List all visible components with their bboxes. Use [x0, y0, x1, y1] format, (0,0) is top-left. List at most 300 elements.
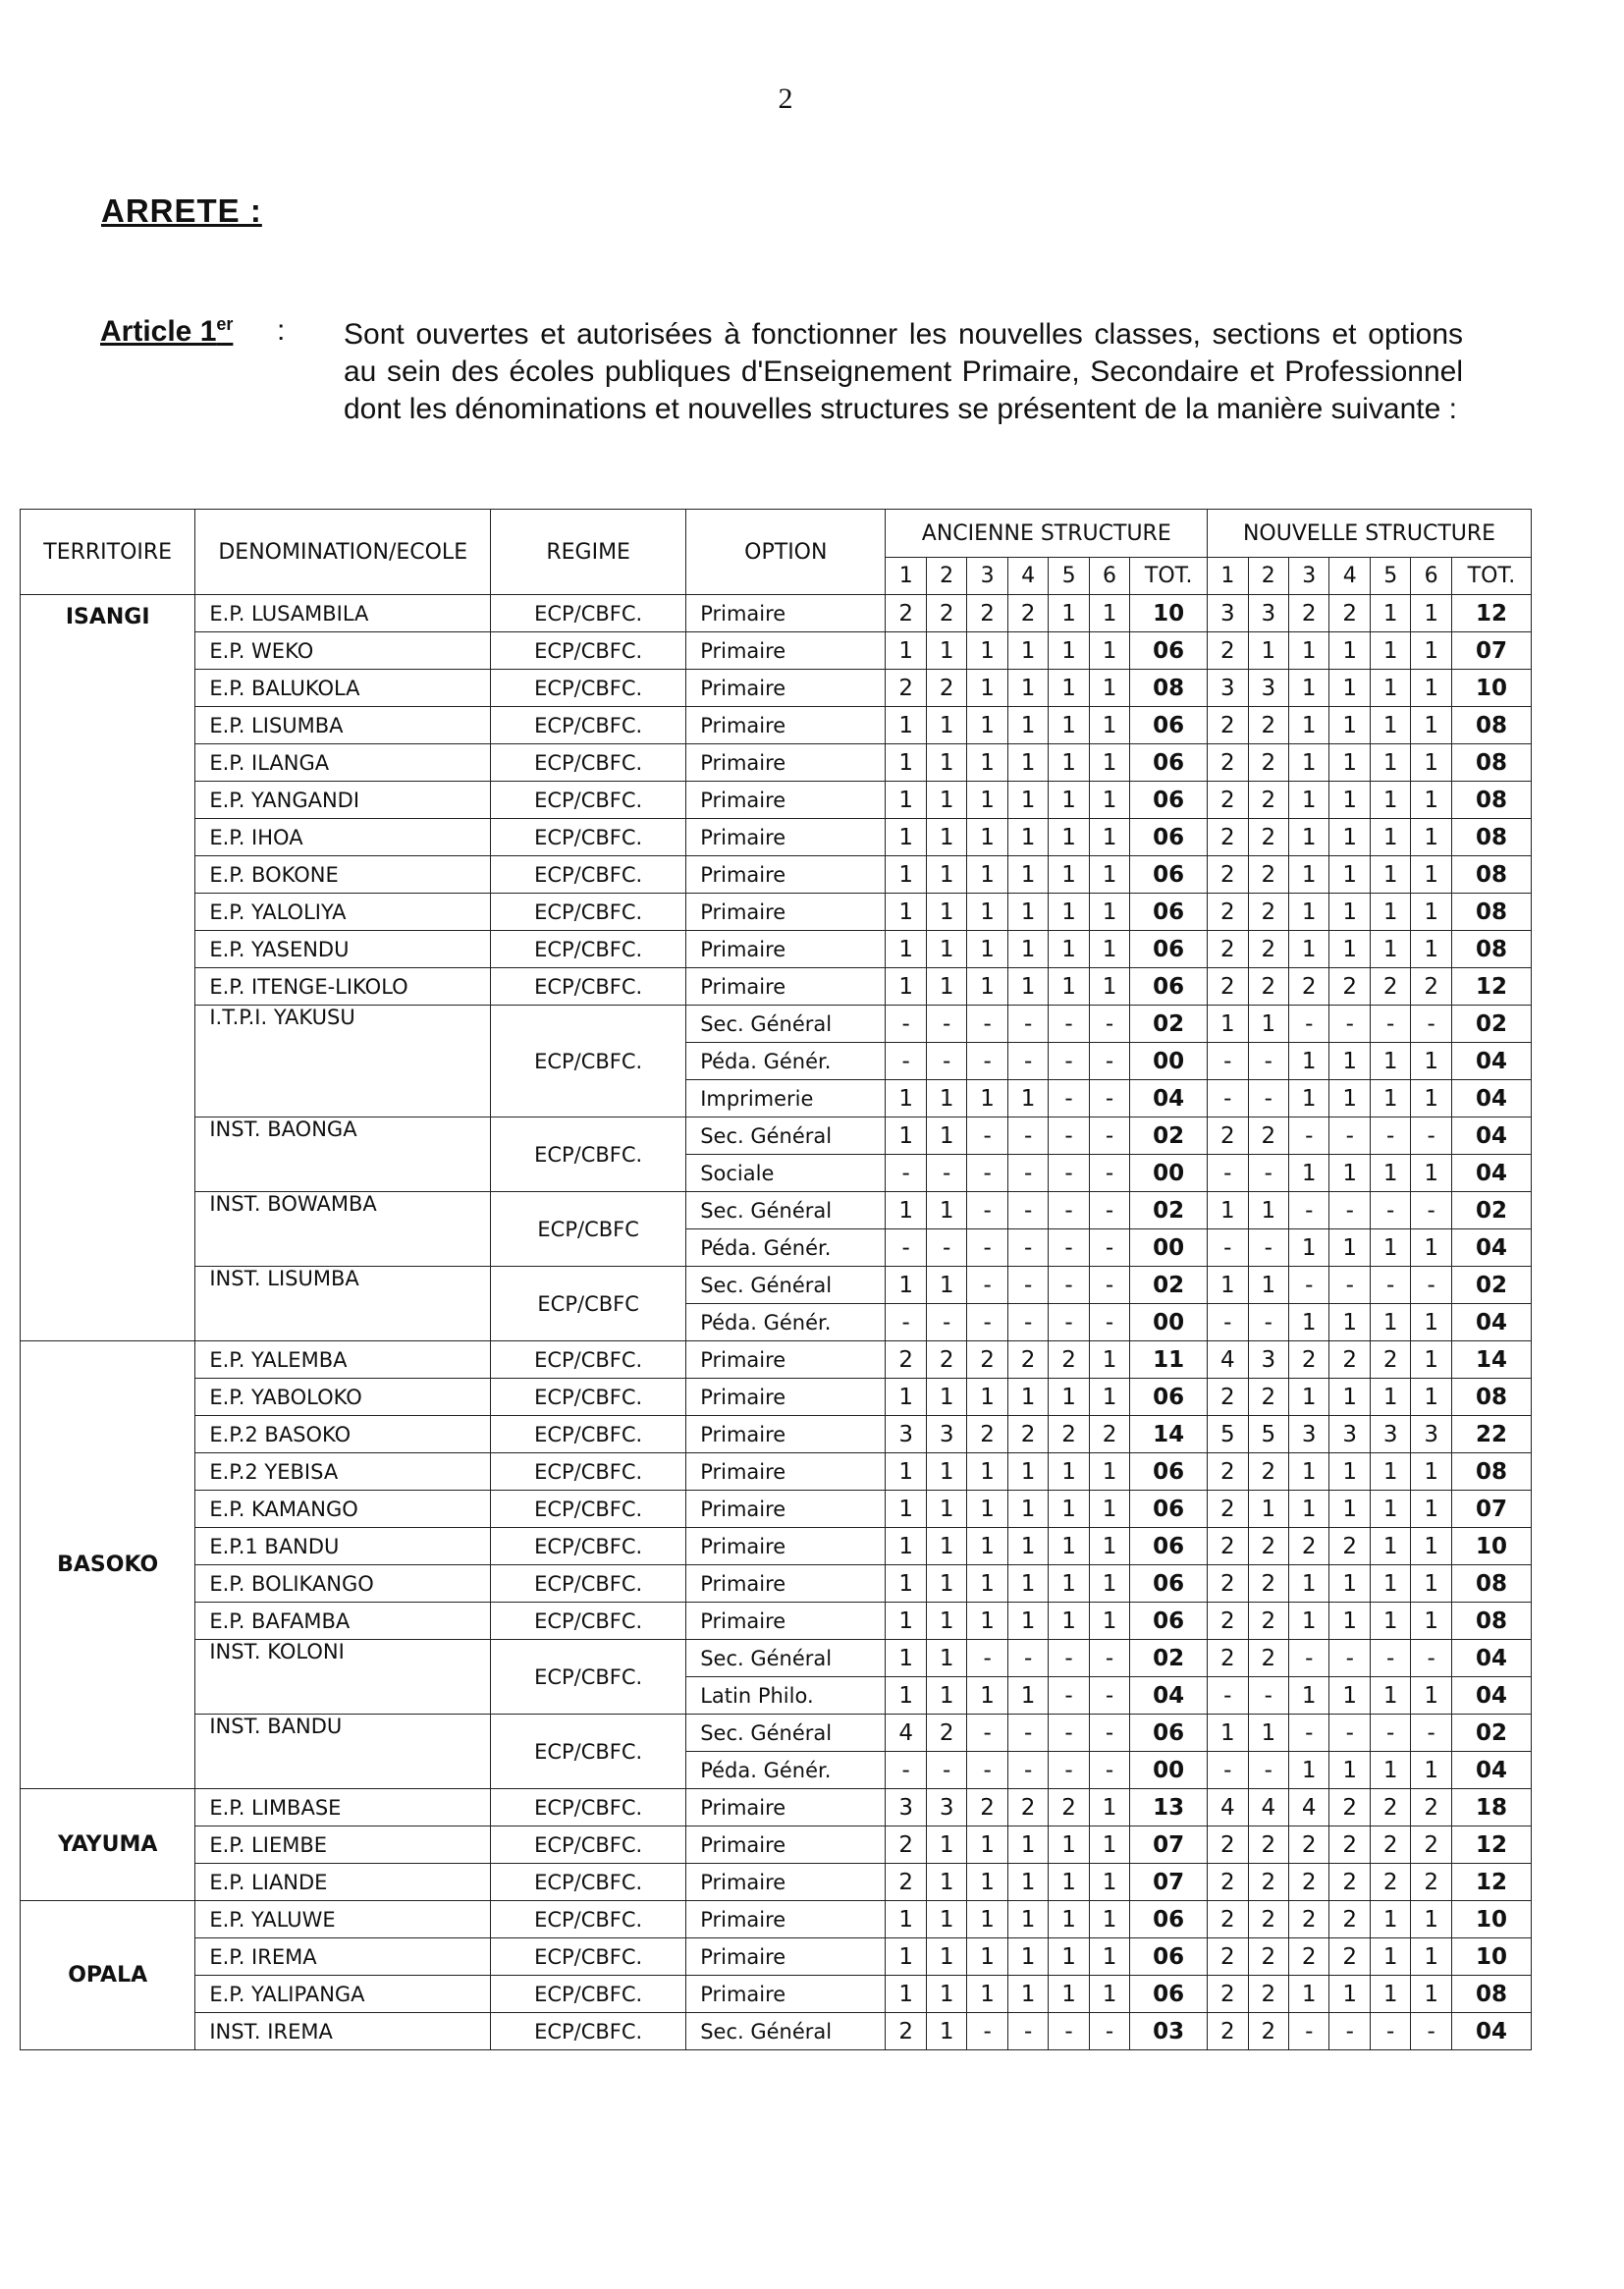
- nouvelle-class-cell: 1: [1370, 1491, 1410, 1528]
- ancienne-class-cell: -: [1007, 1752, 1048, 1789]
- ancienne-class-cell: 1: [1089, 1938, 1129, 1976]
- nouvelle-class-cell: 2: [1248, 1864, 1288, 1901]
- nouvelle-class-cell: 2: [1208, 1864, 1248, 1901]
- ancienne-class-cell: 1: [967, 819, 1007, 856]
- nouvelle-class-cell: -: [1370, 1640, 1410, 1677]
- nouvelle-class-cell: 1: [1370, 1938, 1410, 1976]
- structure-table-wrapper: [20, 509, 1532, 2050]
- nouvelle-class-cell: 1: [1370, 595, 1410, 632]
- nouvelle-class-cell: -: [1208, 1080, 1248, 1117]
- nouvelle-class-cell: 2: [1329, 1528, 1370, 1565]
- nouvelle-class-cell: 2: [1208, 1938, 1248, 1976]
- nouvelle-class-cell: 1: [1329, 1155, 1370, 1192]
- ancienne-class-cell: 1: [1089, 1789, 1129, 1826]
- ancienne-class-cell: 1: [886, 1453, 926, 1491]
- nouvelle-class-cell: 1: [1411, 1341, 1451, 1379]
- nouvelle-class-cell: -: [1248, 1043, 1288, 1080]
- nouvelle-class-cell: 2: [1411, 1789, 1451, 1826]
- table-row: [21, 819, 1532, 856]
- ancienne-class-cell: 1: [967, 1565, 1007, 1603]
- nouvelle-class-cell: 2: [1208, 744, 1248, 782]
- ancienne-class-cell: -: [967, 1640, 1007, 1677]
- nouvelle-class-cell: 2: [1289, 1938, 1329, 1976]
- nouvelle-class-cell: 2: [1248, 968, 1288, 1006]
- nouvelle-class-cell: 1: [1329, 1080, 1370, 1117]
- nouvelle-class-cell: 2: [1248, 1976, 1288, 2013]
- ancienne-class-cell: 1: [967, 856, 1007, 894]
- ancienne-class-cell: 1: [926, 1117, 966, 1155]
- nouvelle-total-cell: 04: [1451, 1677, 1531, 1715]
- ancienne-class-cell: 1: [926, 1528, 966, 1565]
- ancienne-class-cell: 1: [967, 744, 1007, 782]
- nouvelle-class-cell: 2: [1289, 968, 1329, 1006]
- school-name-cell: E.P.2 BASOKO: [195, 1416, 491, 1453]
- school-name-cell: I.T.P.I. YAKUSU: [195, 1006, 491, 1117]
- ancienne-total-cell: 06: [1130, 632, 1208, 670]
- nouvelle-class-cell: 1: [1289, 1976, 1329, 2013]
- regime-cell: ECP/CBFC.: [491, 2013, 686, 2050]
- ancienne-class-cell: 1: [926, 2013, 966, 2050]
- article-label-sup: er: [216, 314, 234, 334]
- header-denomination: DENOMINATION/ECOLE: [195, 510, 491, 595]
- nouvelle-class-cell: 1: [1289, 1229, 1329, 1267]
- nouvelle-class-cell: 1: [1411, 1229, 1451, 1267]
- ancienne-class-cell: -: [1089, 1677, 1129, 1715]
- ancienne-class-cell: 1: [1089, 1528, 1129, 1565]
- ancienne-total-cell: 06: [1130, 894, 1208, 931]
- ancienne-class-cell: 2: [926, 1341, 966, 1379]
- ancienne-class-cell: -: [967, 1192, 1007, 1229]
- ancienne-class-cell: 1: [926, 1864, 966, 1901]
- nouvelle-total-cell: 08: [1451, 856, 1531, 894]
- ancienne-class-cell: 1: [1007, 1491, 1048, 1528]
- ancienne-class-cell: 1: [967, 894, 1007, 931]
- nouvelle-class-cell: 2: [1248, 2013, 1288, 2050]
- ancienne-total-cell: 04: [1130, 1080, 1208, 1117]
- regime-cell: ECP/CBFC.: [491, 1379, 686, 1416]
- nouvelle-class-cell: 1: [1370, 1677, 1410, 1715]
- ancienne-class-cell: 1: [886, 1677, 926, 1715]
- regime-cell: ECP/CBFC.: [491, 931, 686, 968]
- ancienne-class-cell: 1: [1007, 744, 1048, 782]
- ancienne-total-cell: 06: [1130, 1379, 1208, 1416]
- ancienne-class-cell: 1: [1089, 1491, 1129, 1528]
- nouvelle-total-cell: 14: [1451, 1341, 1531, 1379]
- nouvelle-class-cell: -: [1248, 1677, 1288, 1715]
- ancienne-class-cell: -: [1049, 1080, 1089, 1117]
- nouvelle-class-cell: 1: [1411, 1155, 1451, 1192]
- table-row: [21, 1416, 1532, 1453]
- nouvelle-class-cell: 1: [1248, 632, 1288, 670]
- nouvelle-total-cell: 04: [1451, 1640, 1531, 1677]
- nouvelle-class-cell: 1: [1329, 1976, 1370, 2013]
- ancienne-total-cell: 06: [1130, 744, 1208, 782]
- territoire-cell: ISANGI: [21, 595, 195, 1341]
- nouvelle-class-cell: 2: [1208, 782, 1248, 819]
- nouvelle-class-cell: -: [1411, 1192, 1451, 1229]
- ancienne-class-cell: 2: [926, 1715, 966, 1752]
- ancienne-total-cell: 02: [1130, 1267, 1208, 1304]
- nouvelle-total-cell: 04: [1451, 1752, 1531, 1789]
- nouvelle-class-cell: -: [1370, 1117, 1410, 1155]
- ancienne-class-cell: 1: [886, 819, 926, 856]
- nouvelle-class-cell: 2: [1329, 1864, 1370, 1901]
- option-cell: Péda. Génér.: [686, 1229, 886, 1267]
- ancienne-class-cell: 1: [926, 1080, 966, 1117]
- ancienne-class-cell: 1: [886, 856, 926, 894]
- ancienne-class-cell: -: [1089, 1117, 1129, 1155]
- ancienne-class-cell: -: [967, 1229, 1007, 1267]
- ancienne-class-cell: 1: [1007, 707, 1048, 744]
- nouvelle-class-cell: -: [1208, 1229, 1248, 1267]
- ancienne-class-cell: 1: [967, 1528, 1007, 1565]
- nouvelle-class-cell: 2: [1289, 1528, 1329, 1565]
- nouvelle-class-cell: 4: [1208, 1341, 1248, 1379]
- table-row: [21, 632, 1532, 670]
- nouvelle-class-cell: -: [1208, 1043, 1248, 1080]
- regime-cell: ECP/CBFC.: [491, 1491, 686, 1528]
- nouvelle-class-cell: 2: [1208, 1117, 1248, 1155]
- ancienne-class-cell: 1: [886, 744, 926, 782]
- ancienne-class-cell: -: [1089, 1752, 1129, 1789]
- school-name-cell: E.P. WEKO: [195, 632, 491, 670]
- nouvelle-class-cell: 2: [1208, 2013, 1248, 2050]
- nouvelle-class-cell: 1: [1370, 1603, 1410, 1640]
- table-row: [21, 1341, 1532, 1379]
- ancienne-class-cell: 1: [1089, 632, 1129, 670]
- nouvelle-class-cell: 1: [1411, 1603, 1451, 1640]
- ancienne-class-cell: 1: [926, 1267, 966, 1304]
- nouvelle-class-cell: 2: [1208, 1565, 1248, 1603]
- nouvelle-total-cell: 08: [1451, 1976, 1531, 2013]
- ancienne-class-cell: 1: [886, 1528, 926, 1565]
- ancienne-total-cell: 00: [1130, 1043, 1208, 1080]
- nouvelle-class-cell: 1: [1289, 670, 1329, 707]
- nouvelle-class-cell: 2: [1208, 1826, 1248, 1864]
- nouvelle-class-cell: 1: [1289, 632, 1329, 670]
- ancienne-total-cell: 06: [1130, 819, 1208, 856]
- ancienne-class-cell: 1: [1007, 670, 1048, 707]
- ancienne-class-cell: 1: [1089, 707, 1129, 744]
- nouvelle-class-cell: 2: [1289, 1826, 1329, 1864]
- regime-cell: ECP/CBFC.: [491, 1603, 686, 1640]
- ancienne-class-cell: 1: [967, 1080, 1007, 1117]
- ancienne-total-cell: 06: [1130, 856, 1208, 894]
- nouvelle-class-cell: 2: [1208, 1901, 1248, 1938]
- header-ancienne-col-3: 3: [967, 558, 1007, 595]
- nouvelle-class-cell: 2: [1248, 1528, 1288, 1565]
- ancienne-total-cell: 00: [1130, 1752, 1208, 1789]
- option-cell: Primaire: [686, 707, 886, 744]
- ancienne-class-cell: 1: [967, 1864, 1007, 1901]
- header-nouvelle-col-7: TOT.: [1451, 558, 1531, 595]
- ancienne-class-cell: 1: [886, 707, 926, 744]
- ancienne-class-cell: -: [967, 1117, 1007, 1155]
- nouvelle-class-cell: 1: [1289, 1491, 1329, 1528]
- ancienne-class-cell: 1: [1049, 819, 1089, 856]
- ancienne-class-cell: 1: [1049, 1565, 1089, 1603]
- school-name-cell: E.P. ILANGA: [195, 744, 491, 782]
- ancienne-class-cell: -: [1089, 2013, 1129, 2050]
- ancienne-class-cell: 1: [886, 1938, 926, 1976]
- nouvelle-class-cell: 2: [1370, 1789, 1410, 1826]
- ancienne-class-cell: 1: [967, 707, 1007, 744]
- ancienne-class-cell: -: [1007, 1640, 1048, 1677]
- nouvelle-class-cell: 1: [1370, 707, 1410, 744]
- ancienne-class-cell: 1: [1049, 1379, 1089, 1416]
- nouvelle-class-cell: 5: [1248, 1416, 1288, 1453]
- regime-cell: ECP/CBFC.: [491, 1453, 686, 1491]
- school-name-cell: E.P. LIEMBE: [195, 1826, 491, 1864]
- table-row: [21, 1453, 1532, 1491]
- ancienne-class-cell: 1: [1089, 670, 1129, 707]
- nouvelle-class-cell: 1: [1329, 1379, 1370, 1416]
- ancienne-class-cell: 1: [1089, 1864, 1129, 1901]
- nouvelle-class-cell: 2: [1248, 819, 1288, 856]
- regime-cell: ECP/CBFC.: [491, 782, 686, 819]
- table-row: [21, 1789, 1532, 1826]
- nouvelle-class-cell: -: [1329, 1117, 1370, 1155]
- article-label-text: Article 1: [100, 315, 217, 348]
- nouvelle-class-cell: 1: [1370, 1976, 1410, 2013]
- ancienne-class-cell: 1: [886, 1379, 926, 1416]
- ancienne-class-cell: -: [886, 1155, 926, 1192]
- ancienne-class-cell: 2: [967, 1789, 1007, 1826]
- table-row: [21, 595, 1532, 632]
- option-cell: Sec. Général: [686, 1006, 886, 1043]
- ancienne-class-cell: 1: [886, 1491, 926, 1528]
- ancienne-class-cell: 1: [1007, 894, 1048, 931]
- nouvelle-class-cell: 2: [1248, 1453, 1288, 1491]
- nouvelle-class-cell: 1: [1329, 707, 1370, 744]
- nouvelle-class-cell: 2: [1248, 744, 1288, 782]
- nouvelle-class-cell: -: [1289, 1006, 1329, 1043]
- nouvelle-class-cell: 1: [1208, 1006, 1248, 1043]
- ancienne-class-cell: 1: [926, 968, 966, 1006]
- nouvelle-class-cell: 2: [1289, 595, 1329, 632]
- option-cell: Primaire: [686, 744, 886, 782]
- header-nouvelle-col-5: 5: [1370, 558, 1410, 595]
- ancienne-total-cell: 06: [1130, 968, 1208, 1006]
- ancienne-class-cell: -: [926, 1752, 966, 1789]
- school-name-cell: INST. IREMA: [195, 2013, 491, 2050]
- header-ancienne-col-4: 4: [1007, 558, 1048, 595]
- ancienne-class-cell: 2: [886, 1826, 926, 1864]
- nouvelle-class-cell: 1: [1329, 1491, 1370, 1528]
- ancienne-class-cell: 1: [926, 819, 966, 856]
- option-cell: Sec. Général: [686, 1640, 886, 1677]
- nouvelle-class-cell: 1: [1370, 1901, 1410, 1938]
- nouvelle-class-cell: -: [1370, 1267, 1410, 1304]
- ancienne-class-cell: 2: [926, 595, 966, 632]
- ancienne-class-cell: 1: [1007, 856, 1048, 894]
- nouvelle-class-cell: 1: [1370, 1528, 1410, 1565]
- ancienne-class-cell: -: [1049, 1192, 1089, 1229]
- nouvelle-class-cell: 2: [1370, 1341, 1410, 1379]
- nouvelle-total-cell: 12: [1451, 1826, 1531, 1864]
- table-row: [21, 1528, 1532, 1565]
- table-row: [21, 1192, 1532, 1229]
- nouvelle-total-cell: 04: [1451, 1155, 1531, 1192]
- nouvelle-class-cell: 1: [1411, 1453, 1451, 1491]
- ancienne-total-cell: 00: [1130, 1304, 1208, 1341]
- school-name-cell: E.P. IREMA: [195, 1938, 491, 1976]
- ancienne-class-cell: 2: [926, 670, 966, 707]
- school-name-cell: INST. BAONGA: [195, 1117, 491, 1192]
- regime-cell: ECP/CBFC.: [491, 1565, 686, 1603]
- nouvelle-total-cell: 04: [1451, 1229, 1531, 1267]
- ancienne-class-cell: -: [1089, 1043, 1129, 1080]
- nouvelle-class-cell: 2: [1370, 1864, 1410, 1901]
- option-cell: Primaire: [686, 1379, 886, 1416]
- ancienne-class-cell: 1: [1049, 632, 1089, 670]
- table-row: [21, 1640, 1532, 1677]
- nouvelle-class-cell: 1: [1248, 1715, 1288, 1752]
- ancienne-class-cell: 2: [1089, 1416, 1129, 1453]
- ancienne-class-cell: 1: [1049, 1603, 1089, 1640]
- ancienne-class-cell: -: [967, 1715, 1007, 1752]
- nouvelle-class-cell: 1: [1411, 670, 1451, 707]
- nouvelle-class-cell: 4: [1248, 1789, 1288, 1826]
- ancienne-class-cell: 1: [1007, 782, 1048, 819]
- nouvelle-class-cell: 1: [1208, 1267, 1248, 1304]
- option-cell: Primaire: [686, 968, 886, 1006]
- nouvelle-class-cell: 2: [1329, 1789, 1370, 1826]
- ancienne-class-cell: 1: [1089, 782, 1129, 819]
- regime-cell: ECP/CBFC.: [491, 1938, 686, 1976]
- option-cell: Primaire: [686, 1416, 886, 1453]
- school-name-cell: E.P. LIMBASE: [195, 1789, 491, 1826]
- school-name-cell: INST. LISUMBA: [195, 1267, 491, 1341]
- ancienne-class-cell: 1: [1049, 931, 1089, 968]
- nouvelle-total-cell: 04: [1451, 2013, 1531, 2050]
- ancienne-class-cell: -: [1089, 1080, 1129, 1117]
- ancienne-class-cell: 1: [967, 1938, 1007, 1976]
- ancienne-total-cell: 10: [1130, 595, 1208, 632]
- ancienne-class-cell: 3: [886, 1789, 926, 1826]
- ancienne-class-cell: -: [1049, 1155, 1089, 1192]
- nouvelle-total-cell: 10: [1451, 1938, 1531, 1976]
- nouvelle-class-cell: 1: [1329, 1229, 1370, 1267]
- ancienne-class-cell: 1: [926, 744, 966, 782]
- ancienne-class-cell: 1: [1007, 1677, 1048, 1715]
- ancienne-class-cell: 1: [1049, 1976, 1089, 2013]
- nouvelle-class-cell: 1: [1329, 670, 1370, 707]
- option-cell: Péda. Génér.: [686, 1043, 886, 1080]
- regime-cell: ECP/CBFC.: [491, 856, 686, 894]
- ancienne-class-cell: 2: [1007, 1416, 1048, 1453]
- header-nouvelle-col-2: 2: [1248, 558, 1288, 595]
- nouvelle-class-cell: -: [1370, 2013, 1410, 2050]
- nouvelle-class-cell: 2: [1248, 1117, 1288, 1155]
- nouvelle-class-cell: 2: [1329, 1901, 1370, 1938]
- table-row: [21, 1901, 1532, 1938]
- option-cell: Primaire: [686, 856, 886, 894]
- nouvelle-class-cell: -: [1411, 1267, 1451, 1304]
- ancienne-class-cell: 1: [886, 632, 926, 670]
- nouvelle-class-cell: 3: [1208, 595, 1248, 632]
- table-row: [21, 1379, 1532, 1416]
- table-row: [21, 1006, 1532, 1043]
- regime-cell: ECP/CBFC.: [491, 1789, 686, 1826]
- nouvelle-total-cell: 08: [1451, 1379, 1531, 1416]
- ancienne-class-cell: 1: [1049, 670, 1089, 707]
- table-row: [21, 1491, 1532, 1528]
- ancienne-class-cell: 1: [1089, 968, 1129, 1006]
- nouvelle-class-cell: 1: [1411, 782, 1451, 819]
- option-cell: Sociale: [686, 1155, 886, 1192]
- nouvelle-class-cell: 2: [1329, 595, 1370, 632]
- option-cell: Sec. Général: [686, 1267, 886, 1304]
- nouvelle-class-cell: 1: [1289, 1752, 1329, 1789]
- table-row: [21, 931, 1532, 968]
- table-row: [21, 1603, 1532, 1640]
- nouvelle-class-cell: 2: [1208, 707, 1248, 744]
- ancienne-class-cell: 1: [926, 1453, 966, 1491]
- ancienne-class-cell: 1: [926, 1192, 966, 1229]
- nouvelle-total-cell: 12: [1451, 595, 1531, 632]
- nouvelle-total-cell: 08: [1451, 1565, 1531, 1603]
- nouvelle-class-cell: 2: [1370, 968, 1410, 1006]
- ancienne-class-cell: -: [967, 1267, 1007, 1304]
- ancienne-class-cell: 1: [967, 782, 1007, 819]
- ancienne-class-cell: 1: [886, 1901, 926, 1938]
- nouvelle-class-cell: 2: [1329, 1826, 1370, 1864]
- ancienne-total-cell: 03: [1130, 2013, 1208, 2050]
- ancienne-class-cell: 3: [926, 1789, 966, 1826]
- ancienne-class-cell: 2: [886, 595, 926, 632]
- regime-cell: ECP/CBFC.: [491, 1341, 686, 1379]
- ancienne-class-cell: 1: [1007, 1901, 1048, 1938]
- nouvelle-class-cell: 3: [1370, 1416, 1410, 1453]
- ancienne-class-cell: -: [886, 1304, 926, 1341]
- ancienne-class-cell: -: [1089, 1304, 1129, 1341]
- ancienne-class-cell: -: [1089, 1192, 1129, 1229]
- nouvelle-class-cell: 1: [1411, 1491, 1451, 1528]
- nouvelle-class-cell: 2: [1329, 1341, 1370, 1379]
- nouvelle-class-cell: 1: [1208, 1715, 1248, 1752]
- table-row: [21, 744, 1532, 782]
- nouvelle-class-cell: -: [1289, 1267, 1329, 1304]
- option-cell: Péda. Génér.: [686, 1304, 886, 1341]
- option-cell: Primaire: [686, 1453, 886, 1491]
- ancienne-class-cell: 1: [1007, 1453, 1048, 1491]
- nouvelle-class-cell: -: [1248, 1080, 1288, 1117]
- ancienne-class-cell: 1: [1049, 707, 1089, 744]
- ancienne-class-cell: -: [1049, 1229, 1089, 1267]
- nouvelle-class-cell: 1: [1370, 670, 1410, 707]
- ancienne-total-cell: 02: [1130, 1006, 1208, 1043]
- nouvelle-class-cell: 5: [1208, 1416, 1248, 1453]
- regime-cell: ECP/CBFC: [491, 1192, 686, 1267]
- nouvelle-class-cell: 1: [1329, 931, 1370, 968]
- ancienne-total-cell: 00: [1130, 1229, 1208, 1267]
- nouvelle-class-cell: 3: [1248, 670, 1288, 707]
- ancienne-class-cell: 1: [1007, 1080, 1048, 1117]
- table-row: [21, 1117, 1532, 1155]
- nouvelle-class-cell: 2: [1248, 1826, 1288, 1864]
- header-regime: REGIME: [491, 510, 686, 595]
- nouvelle-class-cell: 1: [1370, 744, 1410, 782]
- school-name-cell: E.P. LIANDE: [195, 1864, 491, 1901]
- ancienne-class-cell: 2: [886, 1864, 926, 1901]
- table-row: [21, 1938, 1532, 1976]
- nouvelle-total-cell: 08: [1451, 819, 1531, 856]
- school-name-cell: E.P. BALUKOLA: [195, 670, 491, 707]
- nouvelle-class-cell: 1: [1329, 894, 1370, 931]
- school-name-cell: E.P. LUSAMBILA: [195, 595, 491, 632]
- nouvelle-class-cell: 1: [1370, 856, 1410, 894]
